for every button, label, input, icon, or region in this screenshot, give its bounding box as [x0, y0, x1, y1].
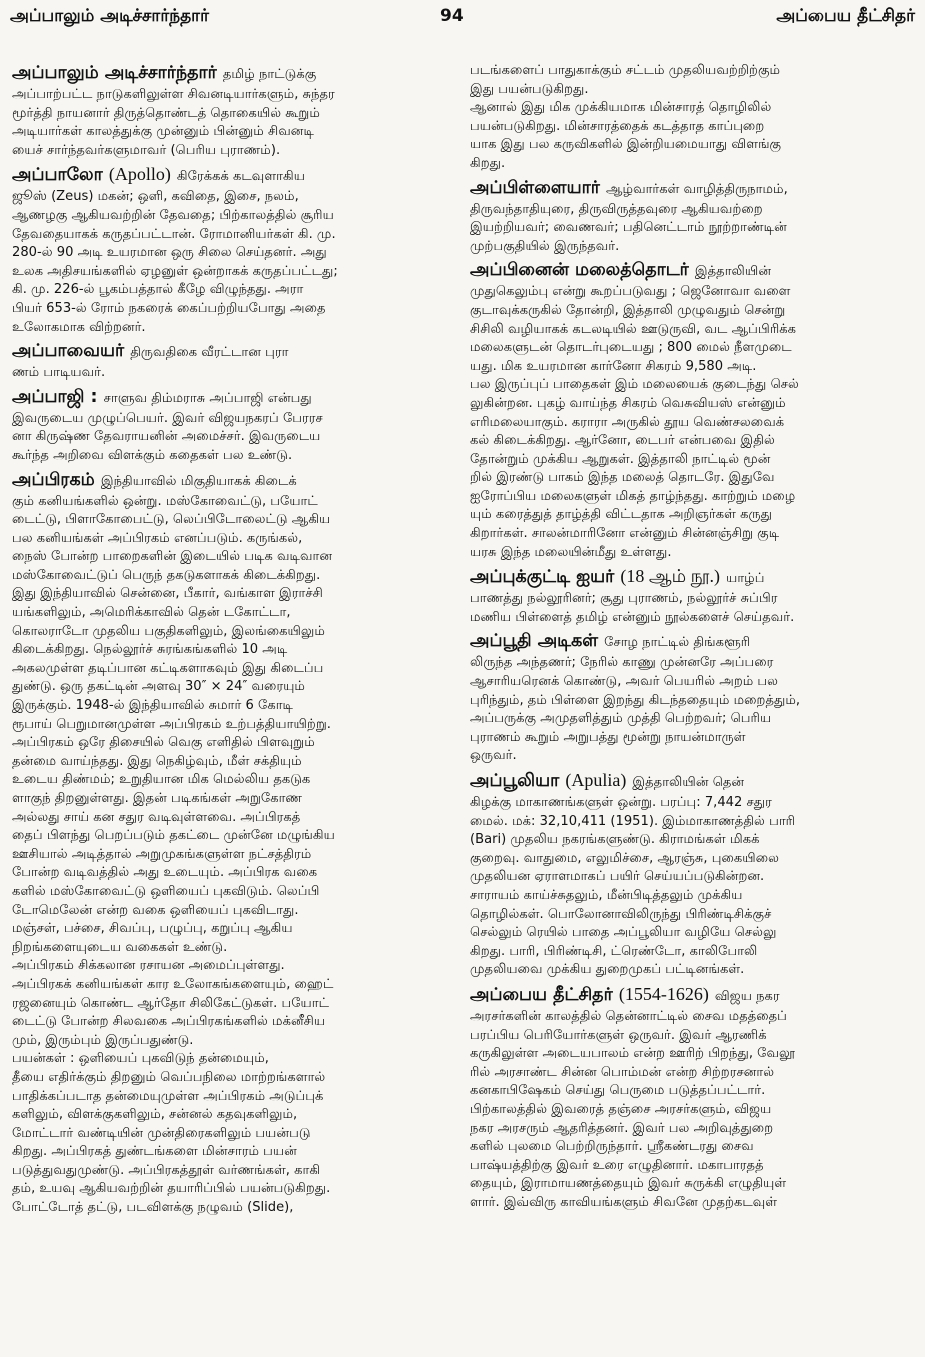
running-head-right: அப்பைய தீட்சிதர் — [776, 6, 915, 26]
entry-text-line: முதலியவை முக்கிய துறைமுகப் பட்டினங்கள். — [470, 962, 745, 978]
entry-headword-line — [12, 340, 448, 364]
entry-text-line: கிறது. அப்பிரகத் துண்டங்களை மின்சாரம் பயன் — [12, 1144, 297, 1160]
entry-text-line: மூர்த்தி நாயனார் திருத்தொண்டத் தொகையில் கூறும் — [12, 105, 320, 121]
page-number: 94 — [440, 6, 464, 26]
entry-text-line: தோன்றும் முக்கிய ஆறுகள். இத்தாலி நாட்டில் மூன் — [470, 451, 771, 467]
entry-text-line: கி. மு. 226-ல் பூகம்பத்தால் கீழே விழுந்தது. அரா — [12, 282, 304, 298]
entry-text-line: இவருடைய முழுப்பெயர். இவர் விஜயநகரப் பேரரச — [12, 410, 323, 426]
entry-text-line: மும், இரும்பும் இருப்பதுண்டு. — [12, 1032, 194, 1048]
entry-headword: அப்பாலும் அடிச்சார்ந்தார் — [12, 63, 217, 83]
entry-text-line: ஜூஸ் (Zeus) மகன்; ஒளி, கவிதை, இசை, நலம், — [12, 189, 299, 205]
encyclopedia-entry — [470, 177, 906, 257]
entry-text-line: அடியார்கள் காலத்துக்கு முன்னும் பின்னும் சிவனடி — [12, 124, 314, 140]
entry-text-line: டோமெலேன் என்ற வகை ஒளியைப் புகவிடாது. — [12, 902, 299, 918]
entry-text-line: சாராயம் காய்ச்சுதலும், மீன்பிடித்தலும் முக்கிய — [470, 887, 743, 903]
entry-headword: அப்பூலியா — [470, 771, 560, 791]
entry-text-line: 280-ல் 90 அடி உயரமான ஒரு சிலை செய்தனர். அது — [12, 245, 327, 261]
entry-text-line: மணிய பிள்ளைத் தமிழ் என்னும் நூல்களைச் செய்தவர். — [470, 609, 795, 625]
entry-text-line: மைல். மக்: 32,10,411 (1951). இம்மாகாணத்தில் பாரி — [470, 813, 796, 829]
entry-text-line: இத்தாலியின் — [694, 264, 772, 280]
entry-text-line: ணம் பாடியவர். — [12, 365, 106, 381]
entry-text-line: போன்ற வடிவத்தில் அது உடையும். அப்பிரக வகை — [12, 865, 318, 881]
entry-text-line: படுத்துவதுமுண்டு. அப்பிரகத்தூள் வர்ணங்கள், காகி — [12, 1162, 321, 1178]
entry-text-line: கொலராடோ முதலிய பகுதிகளிலும், இலங்கையிலும் — [12, 623, 325, 639]
entry-text-line: அப்பிரகம் ஒரே திசையில் வெகு எளிதில் பிளவுறும் — [12, 735, 315, 751]
entry-text-line: இயற்றியவர்; வைணவர்; பதினெட்டாம் நூற்றாண்டின் — [470, 220, 787, 236]
encyclopedia-entry — [470, 259, 906, 562]
entry-text-line: சாளுவ திம்மராசு அப்பாஜி என்பது — [103, 390, 312, 406]
entry-text-line: பயன்படுகிறது. மின்சாரத்தைக் கடத்தாத காப்புறை — [470, 118, 765, 134]
entry-text-line: தமிழ் நாட்டுக்கு — [222, 67, 317, 82]
encyclopedia-entry — [470, 769, 906, 980]
entry-text-line: மோட்டார் வண்டியின் முன்திரைகளிலும் பயன்படு — [12, 1125, 311, 1141]
entry-text-line: அப்பிரகக் கனியங்கள் கார உலோகங்களையும், ஹைட் — [12, 976, 334, 992]
entry-headword: அப்புக்குட்டி ஐயர் — [470, 567, 615, 588]
entry-text-line: செல்லும் ரெயில் பாதை அப்பூலியா வழியே செல்லு — [470, 925, 777, 941]
entry-text-line: ஊசியால் அடித்தால் அறுமுகங்களுள்ள நட்சத்திரம் — [12, 846, 312, 862]
entry-headword: அப்பாலோ — [12, 165, 103, 186]
entry-headword: அப்பிள்ளையார் — [470, 177, 600, 198]
running-head-left: அப்பாலும் அடிச்சார்ந்தார் — [10, 6, 209, 26]
entry-latin-name: (Apulia) — [565, 770, 627, 790]
entry-text-line: யும் கரைத்துத் தாழ்த்தி விட்டதாக அறிஞர்கள் கருது — [470, 507, 772, 523]
entry-text-line: கிழக்கு மாகாணங்களுள் ஒன்று. பரப்பு: 7,442 சதுர — [470, 795, 772, 810]
entry-text-line: கும் கனியங்களில் ஒன்று. மஸ்கோவைட்டு, பயோட் — [12, 493, 318, 509]
entry-text-line: கிறது. பாரி, பிரிண்டிசி, ட்ரெண்டோ, காலிபோலி — [470, 943, 758, 959]
entry-text-line: போட்டோத் தட்டு, படவிளக்கு நழுவம் (Slide), — [12, 1200, 294, 1216]
entry-text-line: கல் கிடைக்கிறது. ஆர்னோ, டைபர் என்பவை இதில் — [470, 433, 775, 449]
entry-text-line: ரஜனையும் கொண்ட ஆர்தோ சிலிகேட்டுகள். பயோட் — [12, 995, 329, 1011]
entry-text-line: யரசு இந்த மலையின்மீது உள்ளது. — [470, 544, 672, 560]
entry-text-line: விஜய நகர — [714, 988, 780, 1004]
entry-text-line: ரூபாய் பெறுமானமுள்ள அப்பிரகம் உற்பத்தியாயிற்று. — [12, 716, 331, 732]
entry-text-line: களிலும், விளக்குகளிலும், சன்னல் கதவுகளிலும், — [12, 1107, 298, 1123]
encyclopedia-entry — [12, 386, 448, 466]
entry-text-line: ஐரோப்பிய மலைகளுள் மிகத் தாழ்ந்தது. காற்றும் மழை — [470, 488, 796, 504]
encyclopedia-entry — [12, 163, 448, 337]
entry-text-line: இருக்கும். 1948-ல் இந்தியாவில் சுமார் 6 கோடி — [12, 698, 293, 714]
entry-headword-line — [12, 469, 448, 493]
entry-text-line: கிறார்கள். சாலன்மாரினோ என்னும் சின்னஞ்சிறு குடி — [470, 526, 780, 542]
entry-text-line: னா கிருஷ்ண தேவராயனின் அமைச்சர். இவருடைய — [12, 429, 321, 445]
entry-text-line: புரிந்தும், தம் பிள்ளை இறந்து கிடந்ததையும் மறைத்தும், — [470, 692, 801, 708]
entry-text-line: முதுகெலும்பு என்று கூறப்படுவது ; ஜெனோவா வளை — [470, 284, 791, 300]
entry-text-line: யது. மிக உயரமான கார்னோ சிகரம் 9,580 அடி. — [470, 358, 757, 374]
entry-text-line: பாஷ்யத்திற்கு இவர் உரை எழுதினார். மகாபாரதத் — [470, 1157, 764, 1173]
encyclopedia-entry — [470, 630, 906, 766]
encyclopedia-entry — [470, 62, 906, 174]
entry-text-line: ஒருவர். — [470, 748, 517, 764]
entry-text-line: தன்மை வாய்ந்தது. இது நெகிழ்வும், மீள் சக்தியும் — [12, 753, 302, 769]
entry-headword-line — [470, 565, 906, 590]
entry-text-line: மலைகளுடன் தொடர்புடையது ; 800 மைல் நீளமுடை — [470, 340, 792, 356]
entry-text-line: உலோகமாக விற்றனர். — [12, 319, 146, 335]
entry-text-line: ரில் அரசாண்ட சின்ன பொம்மன் என்ற சிற்றரசனால் — [470, 1064, 775, 1080]
entry-text-line: களில் மஸ்கோவைட்டு ஒளியைப் புகவிடும். லெப்பி — [12, 883, 320, 899]
entry-text-line: அப்பாற்பட்ட நாடுகளிலுள்ள சிவனடியார்களும், சுந்தர — [12, 87, 335, 102]
entry-text-line: தேவதையாகக் கருதப்பட்டான். ரோமானியர்கள் கி. மு. — [12, 226, 336, 242]
entry-text-line: பரப்பிய பெரியோர்களுள் ஒருவர். இவர் ஆரணிக் — [470, 1027, 767, 1043]
entry-text-line: துண்டு. ஒரு தகட்டின் அளவு 30″ × 24″ வரையும் — [12, 679, 305, 695]
entry-headword-line — [470, 769, 906, 794]
entry-text-line: கிரேக்கக் கடவுளாகிய — [176, 169, 305, 185]
entry-headword-line — [470, 983, 906, 1008]
encyclopedia-entry — [12, 340, 448, 383]
entry-headword: அப்பாஜி : — [12, 386, 98, 407]
entry-text-line: பல கனியங்கள் அப்பிரகம் எனப்படும். கருங்கல், — [12, 530, 303, 546]
entry-headword: அப்பைய தீட்சிதர் — [470, 984, 613, 1005]
entry-text-line: கிறது. — [470, 155, 506, 171]
entry-text-line: சிசிலி வழியாகக் கடலடியில் ஊடுருவி, வட ஆப்பிரிக்க — [470, 321, 797, 337]
entry-text-line: முற்பகுதியில் இருந்தவர். — [470, 238, 620, 254]
entry-text-line: அப்பருக்கு அமுதளித்தும் முத்தி பெற்றவர்; பெரிய — [470, 711, 772, 727]
entry-text-line: மஸ்கோவைட்டுப் பெருந் தகடுகளாகக் கிடைக்கிறது. — [12, 567, 321, 583]
encyclopedia-entry — [12, 469, 448, 1218]
entry-text-line: ஆசாரியரெனக் கொண்டு, அவர் பெயரில் அறம் பல — [470, 674, 779, 690]
entry-headword: அப்பிரகம் — [12, 469, 95, 490]
encyclopedia-entry — [470, 983, 906, 1213]
entry-text-line: தம், உயவு ஆகியவற்றின் தயாரிப்பில் பயன்படுகிறது. — [12, 1181, 331, 1197]
entry-text-line: பல இருப்புப் பாதைகள் இம் மலையைக் குடைந்து செல் — [470, 377, 799, 393]
entry-headword-line — [12, 62, 448, 86]
entry-headword-line — [470, 630, 906, 654]
entry-text-line: கூர்ந்த அறிவை விளக்கும் கதைகள் பல உண்டு. — [12, 447, 293, 463]
entry-text-line: லுகின்றன. புகழ் வாய்ந்த சிகரம் வெசுவியஸ் என்னும் — [470, 395, 786, 411]
left-column — [12, 62, 448, 1221]
entry-headword: அப்பினைன் மலைத்தொடர் — [470, 260, 689, 281]
entry-text-line: தீயை எதிர்க்கும் திறனும் வெப்பநிலை மாற்றங்களால் — [12, 1069, 326, 1085]
entry-text-line: எரிமலையாகும். கராரா அருகில் தூய வெண்சலவைக் — [470, 414, 785, 430]
entry-text-line: சோழ நாட்டில் திங்களூரி — [604, 635, 751, 651]
entry-text-line: இத்தாலியின் தென் — [632, 775, 745, 790]
entry-text-line: புராணம் கூறும் அறுபத்து மூன்று நாயன்மாருள் — [470, 729, 746, 745]
entry-text-line: அரசர்களின் காலத்தில் தென்னாட்டில் சைவ மதத்தைப் — [470, 1008, 787, 1024]
entry-headword-line — [12, 386, 448, 410]
entry-text-line: இந்தியாவில் மிகுதியாகக் கிடைக் — [100, 473, 297, 489]
entry-text-line: ளாகுந் திறனுள்ளது. இதன் படிகங்கள் அறுகோண — [12, 791, 303, 806]
entry-text-line: களில் புலமை பெற்றிருந்தார். ஸ்ரீகண்டரது சைவ — [470, 1139, 754, 1155]
entry-text-line: தைப் பிளந்து பெறப்படும் தகட்டை முன்னே மழுங்கிய — [12, 828, 335, 844]
entry-latin-name: (Apollo) — [108, 164, 171, 185]
entry-text-line: றில் இரண்டு பாகம் இந்த மலைத் தொடரே. இதுவே — [470, 470, 775, 486]
entry-text-line: ளார். இவ்விரு காவியங்களும் சிவனே முதற்கடவுள் — [470, 1194, 778, 1210]
entry-text-line: திருவதிகை வீரட்டான புரா — [130, 345, 289, 361]
entry-text-line: நைஸ் போன்ற பாறைகளின் இடையில் படிக வடிவான — [12, 549, 333, 565]
entry-text-line: இது பயன்படுகிறது. — [470, 81, 589, 97]
entry-text-line: லிருந்த அந்தணர்; நேரில் காணு முன்னரே அப்பரை — [470, 655, 774, 671]
entry-text-line: கிடைக்கிறது. நெல்லூர்ச் சுரங்கங்களில் 10 அடி — [12, 642, 288, 658]
entry-latin-name: (1554-1626) — [618, 983, 709, 1004]
page-header — [0, 6, 925, 36]
entry-text-line: பிற்காலத்தில் இவரைத் தஞ்சை அரசர்களும், விஜய — [470, 1101, 772, 1117]
entry-text-line: உடைய திண்மம்; உறுதியான மிக மெல்லிய தகடுக — [12, 772, 311, 788]
entry-text-line: உலக அதிசயங்களில் ஏழனுள் ஒன்றாகக் கருதப்பட்டது; — [12, 263, 338, 279]
entry-text-line: பியர் 653-ல் ரோம் நகரைக் கைப்பற்றியபோது அதை — [12, 300, 326, 316]
entry-text-line: யாழ்ப் — [726, 571, 765, 587]
entry-text-line: பாணத்து நல்லூரினர்; சூது புராணம், நல்லூர்ச் சுப்பிர — [470, 591, 778, 607]
entry-text-line: யங்களிலும், அமெரிக்காவில் தென் டகோட்டா, — [12, 605, 291, 621]
entry-text-line: கனகாபிஷேகம் செய்து பெருமை படுத்தப்பட்டார். — [470, 1083, 766, 1099]
entry-headword-line — [12, 163, 448, 188]
entry-text-line: படங்களைப் பாதுகாக்கும் சட்டம் முதலியவற்றிற்கும் — [470, 63, 781, 78]
entry-text-line: (Bari) முதலிய நகரங்களுண்டு. கிராமங்கள் மிகக் — [470, 832, 760, 848]
entry-text-line: முதலியன ஏராளமாகப் பயிர் செய்யப்படுகின்றன. — [470, 869, 765, 885]
entry-headword: அப்பூதி அடிகள் — [470, 631, 599, 652]
entry-headword: அப்பாவையர் — [12, 341, 125, 362]
entry-text-line: அப்பிரகம் சிக்கலான ரசாயன அமைப்புள்ளது. — [12, 958, 285, 974]
entry-text-line: அல்லது சாய் கன சதுர வடிவுள்ளவை. அப்பிரகத் — [12, 809, 301, 825]
entry-text-line: இது இந்தியாவில் சென்னை, பீகார், வங்காள இராச்சி — [12, 586, 323, 602]
entry-text-line: பாதிக்கப்படாத தன்மையுமுள்ள அப்பிரகம் அடுப்புக் — [12, 1088, 324, 1104]
entry-text-line: குடாவுக்கருகில் தோன்றி, இத்தாலி முழுவதும் சென்று — [470, 302, 786, 318]
entry-text-line: யாக இது பல கருவிகளில் இன்றியமையாது விளங்கு — [470, 137, 782, 153]
entry-text-line: யைச் சார்ந்தவர்களுமாவர் (பெரிய புராணம்). — [12, 142, 281, 158]
entry-text-line: ஆனால் இது மிக முக்கியமாக மின்சாரத் தொழிலில் — [470, 100, 772, 116]
entry-text-line: கருகிலுள்ள அடையபாலம் என்ற ஊரிற் பிறந்து, வேலூ — [470, 1046, 796, 1062]
entry-text-line: நிறங்களையுடைய வகைகள் உண்டு. — [12, 939, 228, 955]
entry-text-line: நகர அரசரும் ஆதரித்தனர். இவர் பல அறிவுத்துறை — [470, 1120, 774, 1136]
encyclopedia-entry — [470, 565, 906, 627]
entry-text-line: டைட்டு போன்ற சிலவகை அப்பிரகங்களில் மக்னீசிய — [12, 1014, 326, 1030]
entry-text-line: டைட்டு, பிளாகோபைட்டு, லெப்பிடோலைட்டு ஆகிய — [12, 512, 331, 528]
entry-text-line: ஆணழகு ஆகியவற்றின் தேவதை; பிற்காலத்தில் சூரிய — [12, 207, 334, 223]
entry-headword-line — [470, 259, 906, 283]
encyclopedia-entry — [12, 62, 448, 160]
entry-text-line: ஆழ்வார்கள் வாழித்திருநாமம், — [605, 181, 788, 197]
entry-text-line: மஞ்சள், பச்சை, சிவப்பு, பழுப்பு, கறுப்பு ஆகிய — [12, 921, 293, 937]
entry-text-line: திருவந்தாதியுரை, திருவிருத்தவுரை ஆகியவற்றை — [470, 201, 763, 217]
entry-text-line: தையும், இராமாயணத்தையும் இவர் சுருக்கி எழுதியுள் — [470, 1176, 787, 1192]
entry-text-line: அகலமுள்ள தடிப்பான கட்டிகளாகவும் இது கிடைப்ப — [12, 660, 324, 676]
entry-text-line: குறைவு. வாதுமை, எலுமிச்சை, ஆரஞ்சு, புகையிலை — [470, 850, 779, 866]
entry-latin-name: (18 ஆம் நூ.) — [620, 566, 721, 587]
entry-headword-line — [470, 177, 906, 201]
entry-text-line: தொழில்கள். பொலோனாவிலிருந்து பிரிண்டிசிக்குச் — [470, 906, 772, 922]
entry-text-line: பயன்கள் : ஒளியைப் புகவிடுந் தன்மையும், — [12, 1051, 269, 1067]
right-column — [470, 62, 906, 1215]
